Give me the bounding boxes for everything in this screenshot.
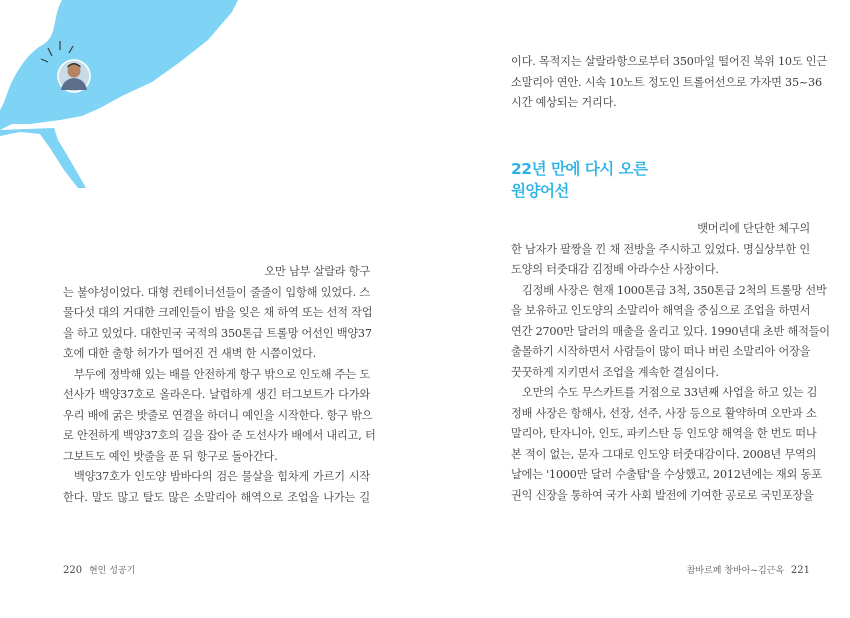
page-number: 221 bbox=[790, 565, 810, 576]
text-line: 로 안전하게 백양37호의 길을 잡아 준 도선사가 배에서 내리고, 터 bbox=[63, 429, 376, 442]
running-title: 참바르페 창바아~김근옥 bbox=[686, 566, 785, 576]
text-line: 오만 남부 살랄라 항구 bbox=[264, 265, 370, 278]
running-title: 현인 성공기 bbox=[88, 566, 136, 576]
left-folio bbox=[63, 563, 135, 576]
right-page bbox=[425, 0, 850, 618]
portrait-photo-icon bbox=[58, 60, 90, 92]
text-line: 연간 2700만 달러의 매출을 올리고 있다. 1990년대 초반 해적들이 bbox=[511, 324, 830, 338]
text-line: 도양의 터줏대감 김정배 아라수산 사장이다. bbox=[511, 263, 719, 276]
right-body-text bbox=[511, 219, 830, 506]
text-line: 는 불야성이었다. 대형 컨테이너선들이 줄줄이 입항해 있었다. 스 bbox=[63, 285, 370, 299]
text-line: 정배 사장은 항해사, 선장, 선주, 사장 등으로 활약하며 오만과 소 bbox=[511, 406, 817, 420]
text-line: 백양37호가 인도양 밤바다의 검은 물살을 힘차게 가르기 시작 bbox=[74, 470, 370, 483]
right-top-text bbox=[511, 52, 828, 114]
text-line: 날에는 '1000만 달러 수출탑'을 수상했고, 2012년에는 재외 동포 bbox=[511, 468, 822, 481]
text-line: 한다. 말도 많고 탈도 많은 소말리아 해역으로 조업을 나가는 길 bbox=[63, 490, 370, 504]
text-line: 우리 배에 굵은 밧줄로 연결을 하더니 예인을 시작한다. 항구 밖으 bbox=[63, 408, 373, 422]
text-line: 말리아, 탄자니아, 인도, 파키스탄 등 인도양 해역을 한 번도 떠나 bbox=[511, 427, 817, 440]
right-folio bbox=[687, 563, 810, 576]
text-line: 권익 신장을 통하여 국가 사회 발전에 기여한 공로로 국민포장을 bbox=[511, 488, 814, 502]
text-line: 김정배 사장은 현재 1000톤급 3척, 350톤급 2척의 트롤망 선박 bbox=[522, 283, 827, 297]
section-heading bbox=[511, 158, 648, 202]
text-line: 소말리아 연안. 시속 10노트 정도인 트롤어선으로 가자면 35~36 bbox=[511, 75, 822, 89]
text-line: 그보트도 예인 밧줄을 푼 뒤 항구로 돌아간다. bbox=[63, 449, 278, 463]
text-line: 시간 예상되는 거리다. bbox=[511, 96, 617, 109]
heading-line: 22년 만에 다시 오른 bbox=[511, 160, 648, 178]
text-line: 오만의 수도 무스카트를 거점으로 33년째 사업을 하고 있는 김 bbox=[522, 386, 818, 399]
text-line: 한 남자가 팔짱을 낀 채 전방을 주시하고 있었다. 명실상부한 인 bbox=[511, 242, 810, 256]
text-line: 본 적이 없는, 문자 그대로 인도양 터줏대감이다. 2008년 무역의 bbox=[511, 447, 817, 461]
text-line: 부두에 정박해 있는 배를 안전하게 항구 밖으로 인도해 주는 도 bbox=[74, 367, 370, 381]
page-number: 220 bbox=[63, 565, 83, 576]
text-line: 을 하고 있었다. 대한민국 국적의 350톤급 트롤망 어선인 백양37 bbox=[63, 326, 372, 340]
heading-line: 원양어선 bbox=[511, 182, 569, 200]
text-line: 출몰하기 시작하면서 사람들이 많이 떠나 버린 소말리아 어장을 bbox=[511, 345, 811, 358]
left-body-text bbox=[63, 262, 376, 508]
text-line: 호에 대한 출항 허가가 떨어진 건 새벽 한 시쯤이었다. bbox=[63, 347, 316, 360]
text-line: 선사가 백양37호로 올라온다. 날렵하게 생긴 터그보트가 다가와 bbox=[63, 388, 370, 401]
text-line: 물다섯 대의 거대한 크레인들이 밤을 잊은 채 하역 또는 선적 작업 bbox=[63, 306, 373, 319]
text-line: 뱃머리에 단단한 체구의 bbox=[697, 222, 810, 235]
text-line: 이다. 목적지는 살랄라항으로부터 350마일 떨어진 북위 10도 인근 bbox=[511, 55, 828, 68]
text-line: 을 보유하고 인도양의 소말리아 해역을 중심으로 조업을 하면서 bbox=[511, 304, 811, 317]
text-line: 꿋꿋하게 지키면서 조업을 계속한 결심이다. bbox=[511, 365, 719, 379]
blue-blob-decoration bbox=[0, 0, 240, 200]
